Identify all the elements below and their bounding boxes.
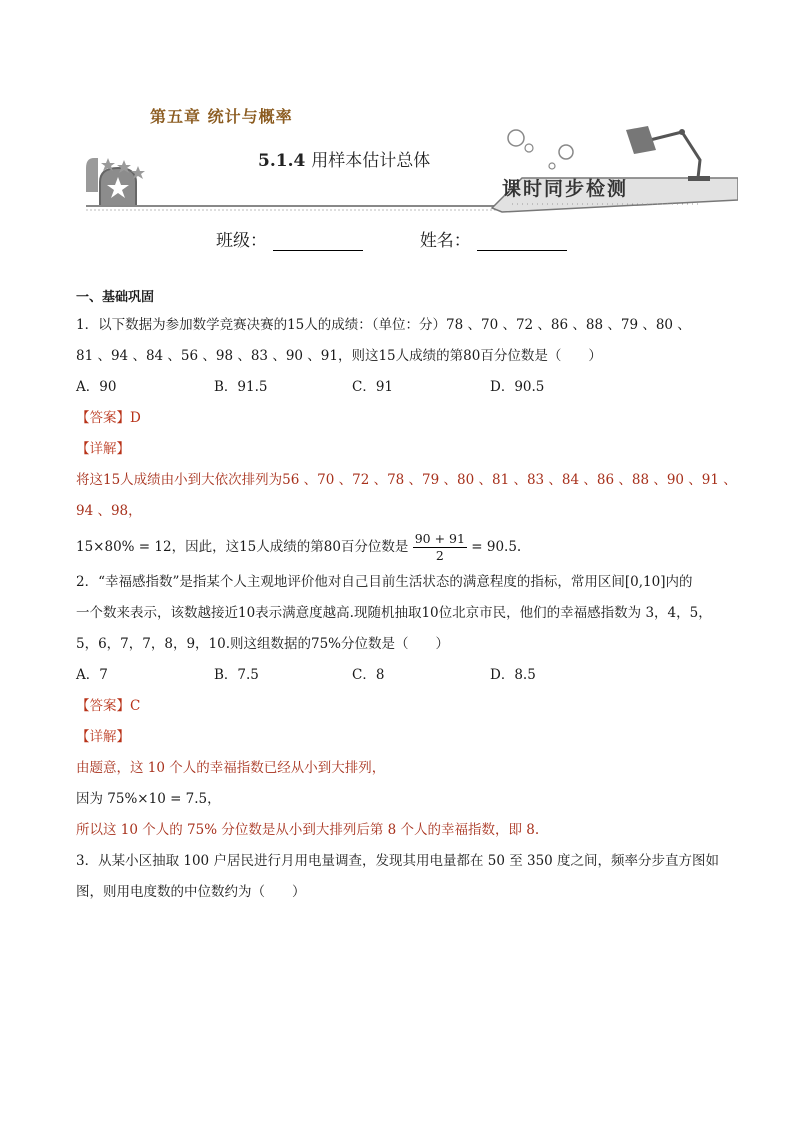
option-d: D．8.5	[490, 667, 536, 683]
option-b: B．91.5	[214, 379, 268, 395]
chapter-title: 第五章 统计与概率	[150, 107, 293, 126]
option-d: D．90.5	[490, 379, 545, 395]
fraction-denominator: 2	[435, 548, 444, 563]
tagline: 课时同步检测	[502, 178, 629, 200]
lesson-number: 5.1.4	[258, 151, 306, 171]
q2-line-1: 2．“幸福感指数”是指某个人主观地评价他对自己目前生活状态的满意程度的指标，常用区间[0,10]内的	[76, 574, 693, 590]
desk-lamp-icon	[626, 126, 710, 181]
q1-explanation-2: 94 、98，	[76, 503, 142, 519]
q1-expl-post: = 90.5.	[471, 539, 522, 555]
lesson-title: 用样本估计总体	[311, 151, 431, 171]
option-a: A．90	[76, 379, 117, 395]
q1-detail-label: 【详解】	[76, 441, 130, 457]
q1-explanation-1: 将这15人成绩由小到大依次排列为56 、70 、72 、78 、79 、80 、81 、83 、84 、86 、88 、90 、91 、	[76, 472, 737, 488]
q2-explanation-1: 由题意，这 10 个人的幸福指数已经从小到大排列，	[76, 760, 386, 776]
option-c: C．91	[352, 379, 394, 395]
lesson-heading	[258, 146, 430, 171]
name-label: 姓名：	[419, 231, 471, 251]
class-blank	[273, 234, 363, 251]
worksheet-content	[76, 286, 736, 908]
q2-explanation-2: 因为 75%×10 = 7.5，	[76, 791, 221, 807]
q2-line-2: 一个数来表示，该数越接近10表示满意度越高.现随机抽取10位北京市民，他们的幸福感指数为 3，4，5，	[76, 605, 712, 621]
q1-expl-pre: 15×80% = 12，因此，这15人成绩的第80百分位数是	[76, 539, 409, 555]
option-b: B．7.5	[214, 667, 259, 683]
option-c: C．8	[352, 667, 385, 683]
fraction-numerator: 90 + 91	[414, 531, 465, 546]
student-fields	[216, 226, 567, 251]
q2-explanation-3: 所以这 10 个人的 75% 分位数是从小到大排列后第 8 个人的幸福指数，即 8.	[76, 822, 540, 838]
q1-explanation-3	[76, 527, 736, 567]
q2-detail-label: 【详解】	[76, 729, 130, 745]
q3-line-1: 3．从某小区抽取 100 户居民进行月用电量调查，发现其用电量都在 50 至 350 度之间，频率分步直方图如	[76, 853, 720, 869]
star-badge-icon	[86, 158, 145, 206]
section-title: 一、基础巩固	[76, 290, 155, 305]
q2-line-3: 5，6，7，7，8，9，10.则这组数据的75%分位数是（ ）	[76, 636, 450, 652]
option-a: A．7	[76, 667, 108, 683]
class-label: 班级：	[216, 231, 267, 251]
q1-line-2: 81 、94 、84 、56 、98 、83 、90 、91，则这15人成绩的第80百分位数是（ ）	[76, 348, 602, 364]
q1-line-1: 1．以下数据为参加数学竞赛决赛的15人的成绩：（单位：分）78 、70 、72 、86 、88 、79 、80 、	[76, 317, 691, 333]
q3-line-2: 图，则用电度数的中位数约为（ ）	[76, 884, 306, 900]
name-blank	[477, 234, 567, 251]
q1-answer: 【答案】D	[76, 410, 141, 426]
fraction	[413, 531, 467, 564]
q2-answer: 【答案】C	[76, 698, 141, 714]
q1-options	[76, 372, 736, 403]
q2-options	[76, 660, 736, 691]
bubble-circles-icon	[508, 130, 573, 169]
